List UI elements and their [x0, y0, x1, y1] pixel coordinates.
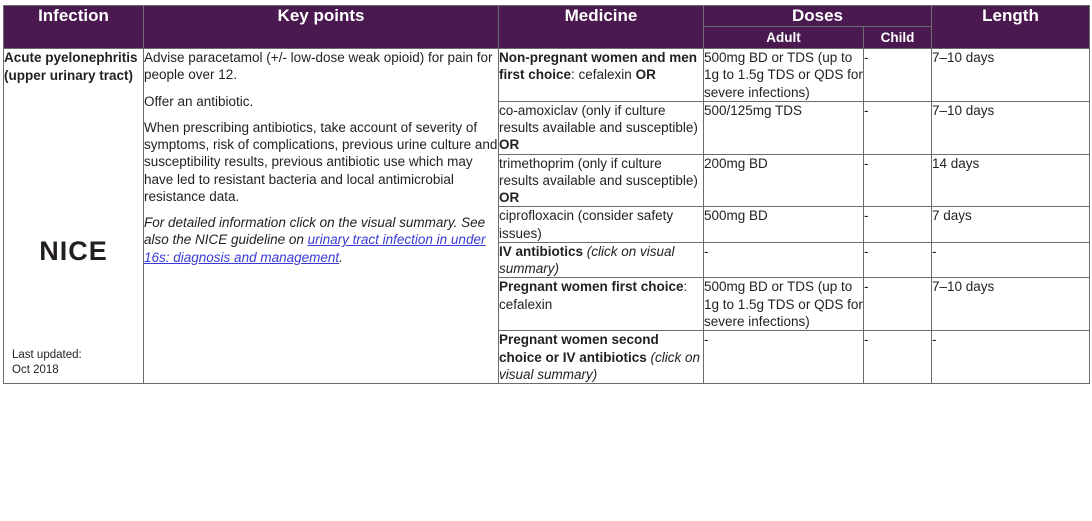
medicine-cell — [499, 242, 704, 278]
adult-dose-cell: 500mg BD — [704, 207, 864, 243]
antimicrobial-prescribing-table — [3, 5, 1090, 384]
key-point-prescribing: When prescribing antibiotics, take account of severity of symptoms, risk of complications, previous urine culture and susceptibility results, previous antibiotic use which may have led to resistant bacteria and local antimicrobial resistance data. — [144, 119, 498, 204]
medicine-name-rest: ciprofloxacin (consider safety issues) — [499, 208, 674, 241]
medicine-conjunction: OR — [635, 67, 656, 83]
length-cell: 14 days — [932, 154, 1090, 207]
key-point-detail-note — [144, 214, 498, 266]
guidance-table-page — [0, 5, 1092, 521]
length-cell: - — [932, 242, 1090, 278]
length-cell: 7–10 days — [932, 101, 1090, 154]
medicine-name-bold: Pregnant women second choice or IV antibiotics — [499, 332, 659, 365]
infection-title: Acute pyelonephritis (upper urinary tract) — [4, 50, 138, 83]
column-header-length: Length — [932, 6, 1090, 49]
length-cell: 7–10 days — [932, 49, 1090, 102]
adult-dose-cell: 200mg BD — [704, 154, 864, 207]
detail-note-period: . — [339, 249, 343, 265]
length-cell: 7 days — [932, 207, 1090, 243]
length-cell: - — [932, 331, 1090, 384]
column-header-medicine: Medicine — [499, 6, 704, 49]
medicine-name-rest: co-amoxiclav (only if culture results available and susceptible) — [499, 102, 698, 136]
last-updated — [12, 348, 82, 377]
medicine-cell — [499, 101, 704, 154]
adult-dose-cell: 500mg BD or TDS (up to 1g to 1.5g TDS or QDS for severe infections) — [704, 279, 863, 329]
medicine-name-bold: Non-pregnant women and men first choice — [499, 50, 698, 83]
key-point-antibiotic: Offer an antibiotic. — [144, 93, 254, 109]
child-dose-cell: - — [864, 242, 932, 278]
column-header-adult: Adult — [704, 27, 864, 49]
medicine-cell — [499, 278, 704, 331]
nice-logo: NICE — [39, 236, 108, 267]
column-header-infection: Infection — [4, 6, 144, 49]
table-header — [4, 6, 1090, 49]
last-updated-date: Oct 2018 — [12, 363, 59, 376]
adult-dose-cell: - — [704, 331, 864, 384]
detail-note-text: For detailed information click on the visual summary. See also the NICE guideline on — [144, 215, 486, 248]
medicine-conjunction: OR — [499, 190, 520, 206]
medicine-conjunction: OR — [499, 137, 520, 153]
table-row — [4, 49, 1090, 102]
adult-dose-cell: 500mg BD or TDS (up to 1g to 1.5g TDS or QDS for severe infections) — [704, 50, 863, 100]
medicine-name-italic: (click on visual summary) — [499, 243, 675, 277]
last-updated-label: Last updated: — [12, 349, 82, 362]
medicine-name-rest: : cefalexin — [571, 67, 636, 83]
table-body — [4, 49, 1090, 384]
medicine-cell — [499, 207, 704, 243]
medicine-name-italic: (click on visual summary) — [499, 349, 701, 382]
key-points-cell — [144, 49, 499, 384]
medicine-cell — [499, 49, 704, 102]
infection-cell — [4, 49, 144, 384]
child-dose-cell: - — [864, 101, 932, 154]
medicine-cell — [499, 154, 704, 207]
child-dose-cell: - — [864, 207, 932, 243]
child-dose-cell: - — [864, 278, 932, 331]
medicine-name-rest: : cefalexin — [499, 279, 688, 312]
key-point-paracetamol: Advise paracetamol (+/- low-dose weak opioid) for pain for people over 12. — [144, 50, 493, 83]
child-dose-cell: - — [864, 49, 932, 102]
child-dose-cell: - — [864, 154, 932, 207]
adult-dose-cell: - — [704, 242, 864, 278]
medicine-name-rest: trimethoprim (only if culture results available and susceptible) — [499, 155, 698, 188]
medicine-name-bold: IV antibiotics — [499, 243, 587, 259]
column-header-key-points: Key points — [144, 6, 499, 49]
medicine-name-bold: Pregnant women first choice — [499, 279, 684, 295]
child-dose-cell: - — [864, 331, 932, 384]
column-header-doses: Doses — [704, 6, 932, 27]
medicine-cell — [499, 331, 704, 384]
adult-dose-cell: 500/125mg TDS — [704, 101, 864, 154]
nice-guideline-link[interactable]: urinary tract infection in under 16s: diagnosis and management — [144, 232, 486, 265]
header-row-main — [4, 6, 1090, 27]
column-header-child: Child — [864, 27, 932, 49]
length-cell: 7–10 days — [932, 278, 1090, 331]
